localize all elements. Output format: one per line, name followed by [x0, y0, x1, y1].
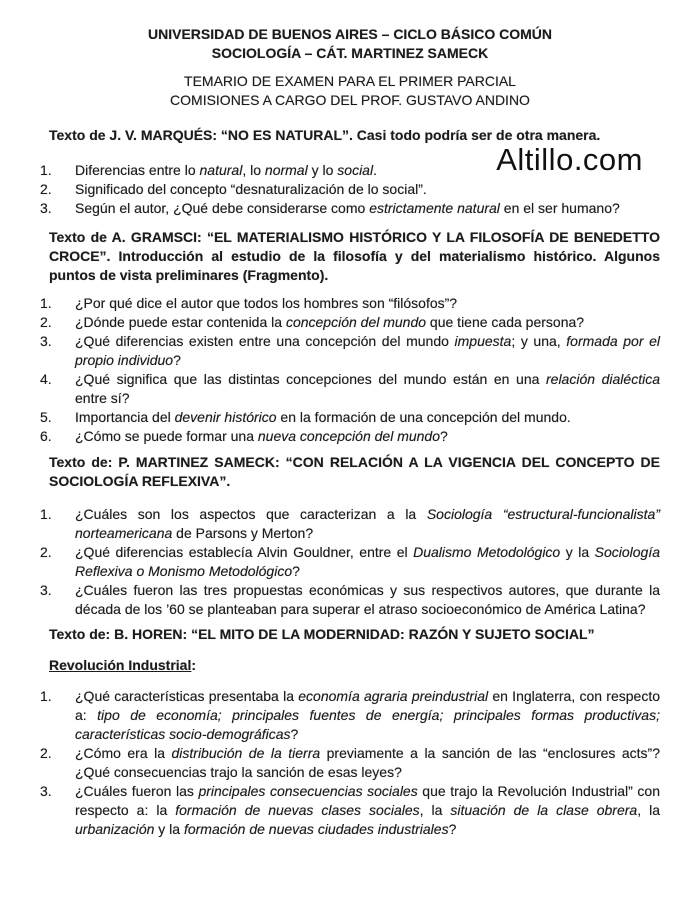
question-number: 2.	[40, 181, 52, 197]
question-item	[40, 782, 660, 839]
question-item	[40, 744, 660, 782]
question-item	[40, 687, 660, 744]
section-heading: Texto de J. V. MARQUÉS: “NO ES NATURAL”. Casi todo podría ser de otra manera.	[49, 127, 601, 143]
question-number: 2.	[40, 544, 52, 560]
question-item	[40, 180, 660, 199]
question-item	[40, 408, 660, 427]
question-number: 5.	[40, 409, 52, 425]
question-text: ¿Cuáles son los aspectos que caracterizan a la Sociología “estructural-funcionalista” norteamericana de Parsons y Merton?	[75, 506, 660, 541]
question-text: Según el autor, ¿Qué debe considerarse como estrictamente natural en el ser humano?	[75, 200, 620, 216]
question-item	[40, 581, 660, 619]
question-number: 2.	[40, 314, 52, 330]
question-item	[40, 370, 660, 408]
question-number: 1.	[40, 688, 52, 704]
question-text: ¿Dónde puede estar contenida la concepción del mundo que tiene cada persona?	[75, 314, 585, 330]
altillo-watermark: Altillo.com	[496, 142, 643, 177]
question-item	[40, 427, 660, 446]
question-number: 1.	[40, 295, 52, 311]
question-number: 3.	[40, 200, 52, 216]
header-spacer	[0, 63, 700, 72]
question-text: Significado del concepto “desnaturalización de lo social”.	[75, 181, 427, 197]
header-course-line: SOCIOLOGÍA – CÁT. MARTINEZ SAMECK	[211, 45, 489, 61]
section-heading: Texto de: B. HOREN: “EL MITO DE LA MODERNIDAD: RAZÓN Y SUJETO SOCIAL”	[49, 626, 595, 642]
header-exam-line: TEMARIO DE EXAMEN PARA EL PRIMER PARCIAL	[184, 73, 516, 89]
subheading-text: Revolución Industrial	[49, 657, 192, 673]
question-text: ¿Cuáles fueron las principales consecuencias sociales que trajo la Revolución Industrial” con respecto a: la formación de nuevas clases sociales, la situación de la clase obrera, la urbanización y la formación de nuevas ciudades industriales?	[75, 783, 660, 837]
question-number: 1.	[40, 506, 52, 522]
header-professor-line: COMISIONES A CARGO DEL PROF. GUSTAVO ANDINO	[170, 92, 530, 108]
question-item	[40, 313, 660, 332]
section-marques	[0, 126, 700, 218]
question-text: ¿Qué características presentaba la economía agraria preindustrial en Inglaterra, con respecto a: tipo de economía; principales fuentes de energía; principales formas productivas; características socio-demográficas?	[75, 688, 660, 742]
question-text: ¿Por qué dice el autor que todos los hombres son “filósofos”?	[75, 295, 458, 311]
question-text: ¿Cómo era la distribución de la tierra previamente a la sanción de las “enclosures acts”? ¿Qué consecuencias trajo la sanción de esas leyes?	[75, 745, 660, 780]
question-item	[40, 543, 660, 581]
header-university-line: UNIVERSIDAD DE BUENOS AIRES – CICLO BÁSICO COMÚN	[148, 26, 552, 42]
question-list	[40, 294, 660, 446]
question-number: 4.	[40, 371, 52, 387]
question-list	[40, 161, 660, 218]
section-heading: Texto de A. GRAMSCI: “EL MATERIALISMO HISTÓRICO Y LA FILOSOFÍA DE BENEDETTO CROCE”. Introducción al estudio de la filosofía y del materialismo histórico. Algunos puntos de vista preliminares (Fragmento).	[49, 229, 660, 283]
question-text: ¿Qué diferencias existen entre una concepción del mundo impuesta; y una, formada por el propio individuo?	[75, 333, 660, 368]
subheading-revolucion-industrial	[49, 656, 660, 675]
question-text: ¿Cómo se puede formar una nueva concepción del mundo?	[75, 428, 448, 444]
section-heading: Texto de: P. MARTINEZ SAMECK: “CON RELACIÓN A LA VIGENCIA DEL CONCEPTO DE SOCIOLOGÍA REFLEXIVA”.	[49, 454, 660, 489]
question-text: ¿Cuáles fueron las tres propuestas económicas y sus respectivos autores, que durante la década de los ’60 se planteaban para superar el atraso socioeconómico de América Latina?	[75, 582, 660, 617]
question-text: ¿Qué significa que las distintas concepciones del mundo están en una relación dialéctica entre sí?	[75, 371, 660, 406]
question-text: Diferencias entre lo natural, lo normal y lo social.	[75, 162, 377, 178]
question-number: 1.	[40, 162, 52, 178]
section-martinez-sameck	[0, 453, 700, 619]
question-number: 2.	[40, 745, 52, 761]
question-text: ¿Qué diferencias establecía Alvin Gouldner, entre el Dualismo Metodológico y la Sociología Reflexiva o Monismo Metodológico?	[75, 544, 660, 579]
question-item	[40, 332, 660, 370]
subheading-colon: :	[191, 657, 197, 673]
question-item	[40, 161, 660, 180]
question-number: 3.	[40, 333, 52, 349]
section-horen	[0, 625, 700, 839]
section-gramsci	[0, 228, 700, 446]
question-text: Importancia del devenir histórico en la formación de una concepción del mundo.	[75, 409, 571, 425]
question-item	[40, 505, 660, 543]
document-header	[0, 25, 700, 110]
question-number: 3.	[40, 582, 52, 598]
question-number: 3.	[40, 783, 52, 799]
question-number: 6.	[40, 428, 52, 444]
question-list	[40, 505, 660, 619]
question-list	[40, 687, 660, 839]
question-item	[40, 199, 660, 218]
question-item	[40, 294, 660, 313]
